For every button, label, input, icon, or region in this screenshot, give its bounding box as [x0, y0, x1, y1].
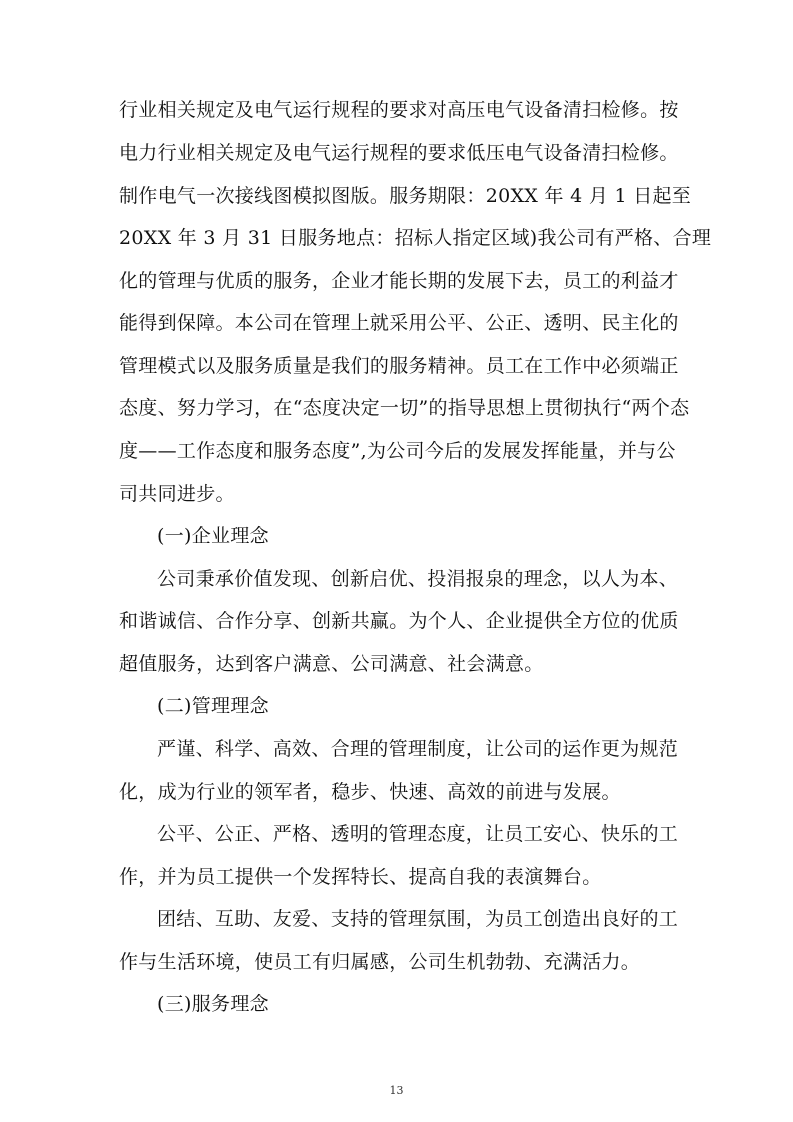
- section-heading: (三)服务理念: [157, 993, 269, 1015]
- text-line: 作与生活环境，使员工有归属感，公司生机勃勃、充满活力。: [119, 951, 641, 973]
- text-line: 公平、公正、严格、透明的管理态度，让员工安心、快乐的工: [157, 823, 679, 845]
- text-line: 化的管理与优质的服务，企业才能长期的发展下去，员工的利益才: [119, 270, 679, 292]
- text-line: 作，并为员工提供一个发挥特长、提高自我的表演舞台。: [119, 866, 602, 888]
- text-line: 管理模式以及服务质量是我们的服务精神。员工在工作中必须端正: [119, 355, 679, 377]
- text-line: 度——工作态度和服务态度”,为公司今后的发展发挥能量，并与公: [119, 440, 676, 462]
- text-line: 20XX 年 3 月 31 日服务地点：招标人指定区域)我公司有严格、合理: [119, 227, 712, 249]
- text-line: 超值服务，达到客户满意、公司满意、社会满意。: [119, 653, 544, 675]
- section-heading: (一)企业理念: [157, 525, 269, 547]
- page-number: 13: [389, 1084, 404, 1097]
- text-line: 公司秉承价值发现、创新启优、投涓报泉的理念，以人为本、: [157, 568, 679, 590]
- text-line: 团结、互助、友爱、支持的管理氛围，为员工创造出良好的工: [157, 908, 679, 930]
- text-line: 司共同进步。: [119, 483, 235, 505]
- text-line: 严谨、科学、高效、合理的管理制度，让公司的运作更为规范: [157, 738, 679, 760]
- text-line: 行业相关规定及电气运行规程的要求对高压电气设备清扫检修。按: [119, 99, 679, 121]
- text-line: 制作电气一次接线图模拟图版。服务期限：20XX 年 4 月 1 日起至: [119, 185, 692, 207]
- text-line: 态度、努力学习，在“态度决定一切”的指导思想上贯彻执行“两个态: [119, 397, 690, 419]
- section-heading: (二)管理理念: [157, 695, 269, 717]
- text-line: 电力行业相关规定及电气运行规程的要求低压电气设备清扫检修。: [119, 142, 679, 164]
- text-line: 化，成为行业的领军者，稳步、快速、高效的前进与发展。: [119, 781, 621, 803]
- text-line: 和谐诚信、合作分享、创新共赢。为个人、企业提供全方位的优质: [119, 610, 679, 632]
- text-line: 能得到保障。本公司在管理上就采用公平、公正、透明、民主化的: [119, 312, 679, 334]
